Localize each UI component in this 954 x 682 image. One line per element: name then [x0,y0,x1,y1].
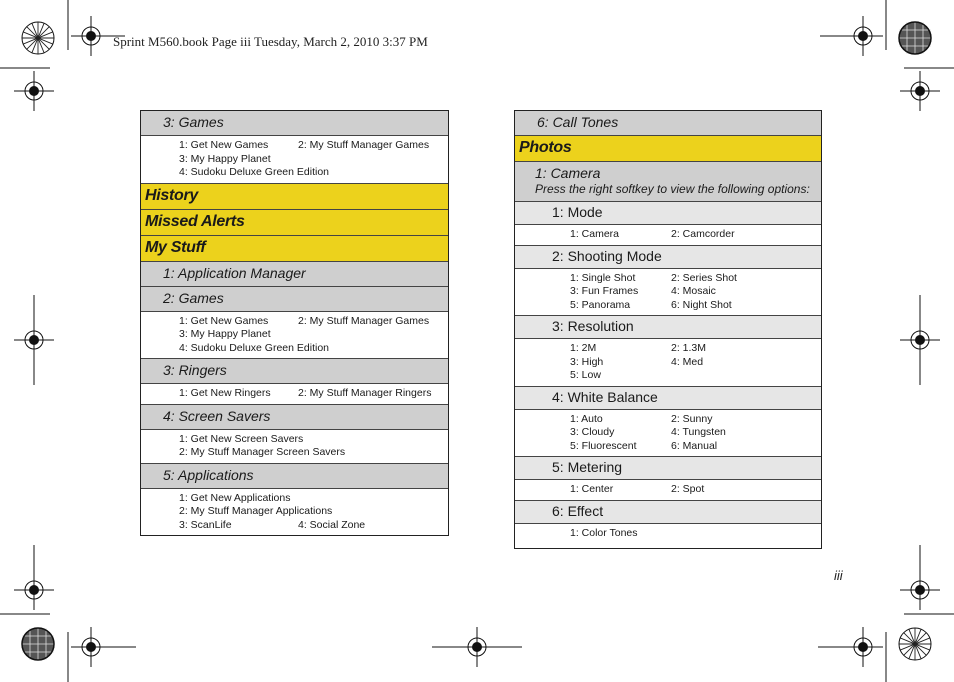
option: 2: Spot [671,483,705,495]
menu-shooting-mode-heading: 2: Shooting Mode [515,246,821,269]
option: 3: ScanLife [179,518,232,531]
option: 4: Mosaic [671,285,716,297]
menu-history-heading: History [141,184,448,210]
option: 6: Manual [671,439,718,452]
menu-column-left [140,110,449,536]
menu-games-options [141,136,448,184]
option: 2: Series Shot [671,271,737,284]
menu-shooting-mode-options [515,269,821,317]
option: 1: Single Shot [570,271,636,284]
menu-applications-heading: 5: Applications [141,464,448,489]
menu-application-manager: 1: Application Manager [141,262,448,287]
menu-white-balance-heading: 4: White Balance [515,387,821,410]
option: 1: Camera [570,228,620,240]
option: 5: Panorama [570,298,631,311]
menu-my-stuff-heading: My Stuff [141,236,448,262]
menu-screen-savers-options [141,430,448,464]
menu-mode-heading: 1: Mode [515,202,821,225]
menu-column-right [514,110,822,549]
menu-photos-heading: Photos [515,136,821,162]
menu-resolution-heading: 3: Resolution [515,316,821,339]
option: 1: Get New Games [179,314,269,327]
option: 2: My Stuff Manager Games [298,139,430,151]
menu-screen-savers-heading: 4: Screen Savers [141,405,448,430]
option: 2: Sunny [671,412,713,425]
option: 1: Get New Applications [179,491,291,504]
book-header: Sprint M560.book Page iii Tuesday, March 2, 2010 3:37 PM [113,34,428,49]
menu-call-tones-heading: 6: Call Tones [515,111,821,136]
menu-effect-heading: 6: Effect [515,501,821,524]
option: 5: Low [570,369,601,381]
menu-games-heading: 3: Games [141,111,448,136]
option: 4: Med [671,355,704,368]
menu-mode-options [515,225,821,246]
camera-title: 1: Camera [535,165,601,181]
option: 3: Cloudy [570,426,615,438]
menu-missed-alerts-heading: Missed Alerts [141,210,448,236]
option: 4: Tungsten [671,426,726,438]
menu-ringers-options [141,384,448,405]
option: 4: Social Zone [298,518,366,531]
option: 2: My Stuff Manager Applications [179,505,333,517]
option: 3: Fun Frames [570,285,639,297]
menu-ringers-heading: 3: Ringers [141,359,448,384]
option: 2: My Stuff Manager Ringers [298,387,432,399]
page-number: iii [834,568,843,583]
option: 2: My Stuff Manager Screen Savers [179,446,346,458]
option: 2: My Stuff Manager Games [298,314,430,327]
menu-camera-heading [515,162,821,202]
option: 6: Night Shot [671,298,732,311]
option: 3: My Happy Planet [179,328,271,340]
option: 1: Get New Games [179,139,269,151]
menu-effect-options [515,524,821,544]
option: 1: 2M [570,342,597,354]
option: 3: High [570,355,604,368]
menu-mystuff-games-heading: 2: Games [141,287,448,312]
option: 2: Camcorder [671,228,735,240]
option: 4: Sudoku Deluxe Green Edition [179,341,330,354]
option: 1: Auto [570,412,603,425]
menu-applications-options [141,489,448,536]
option: 3: My Happy Planet [179,152,271,165]
option: 1: Get New Ringers [179,387,271,399]
menu-metering-options [515,480,821,501]
option: 1: Color Tones [570,526,638,539]
option: 1: Center [570,483,614,495]
camera-note: Press the right softkey to view the following options: [535,182,810,196]
option: 5: Fluorescent [570,439,637,452]
menu-mystuff-games-options [141,312,448,360]
option: 4: Sudoku Deluxe Green Edition [179,166,330,178]
option: 2: 1.3M [671,342,707,354]
option: 1: Get New Screen Savers [179,432,304,445]
menu-resolution-options [515,339,821,387]
menu-white-balance-options [515,410,821,458]
menu-metering-heading: 5: Metering [515,457,821,480]
